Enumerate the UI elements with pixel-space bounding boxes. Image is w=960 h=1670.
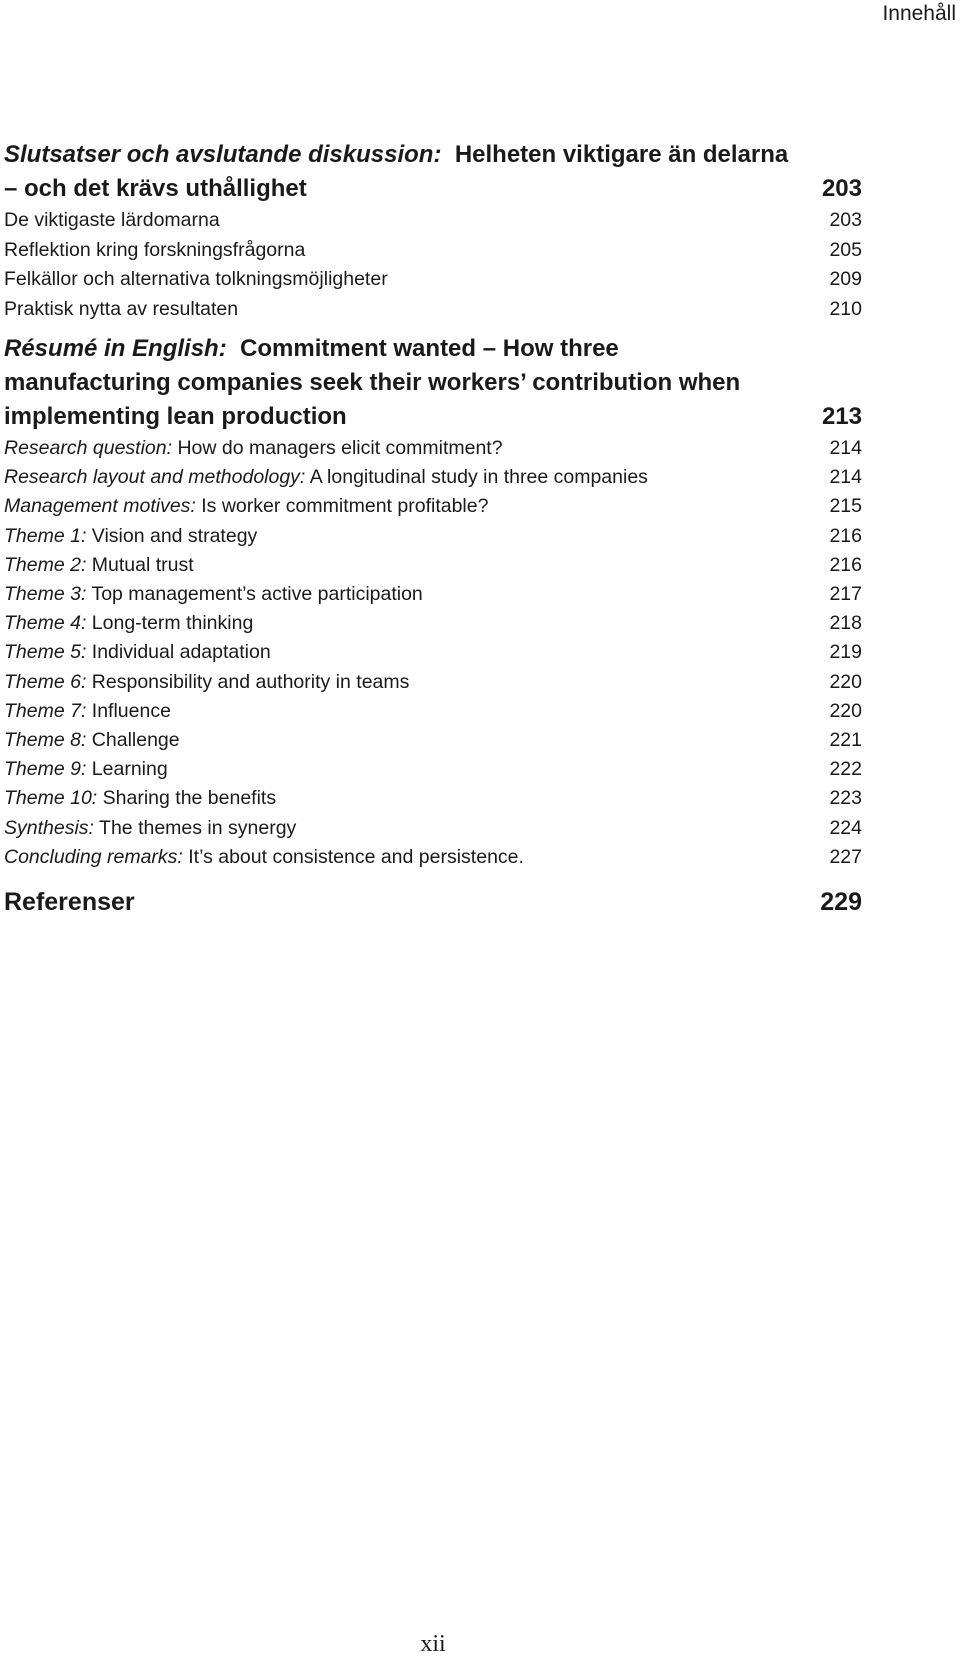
page-number: 218 [829, 612, 862, 635]
entry-title [4, 638, 271, 667]
page-number: 216 [829, 553, 862, 576]
entry-lead: Theme 1: [4, 524, 87, 547]
toc-entry[interactable] [4, 814, 862, 843]
entry-text: The themes in synergy [99, 816, 297, 839]
toc-entry[interactable] [4, 265, 862, 295]
chapter-title-line-1 [4, 138, 862, 172]
page-number: 203 [821, 175, 862, 202]
toc-entry[interactable] [4, 522, 862, 551]
entry-lead: Theme 2: [4, 553, 87, 576]
chapter-title-line-2 [4, 172, 862, 206]
toc-entry[interactable] [4, 638, 862, 667]
entry-text: Sharing the benefits [102, 787, 277, 810]
entry-lead: Theme 9: [4, 758, 87, 781]
entry-title: Felkällor och alternativa tolkningsmöjligheter [4, 268, 388, 290]
entry-text: Mutual trust [91, 553, 194, 576]
entry-title: De viktigaste lärdomarna [4, 209, 220, 231]
chapter-title-line-1 [4, 332, 862, 366]
toc-entry[interactable] [4, 726, 862, 755]
entry-title [4, 463, 648, 492]
toc-entry[interactable] [4, 295, 862, 325]
entry-lead: Management motives: [4, 495, 196, 518]
entry-lead: Theme 3: [4, 583, 87, 606]
entry-title: Praktisk nytta av resultaten [4, 297, 239, 320]
page-number: 216 [829, 524, 862, 547]
page-number: 229 [820, 888, 862, 917]
entry-title [4, 580, 423, 609]
entry-lead: Theme 4: [4, 612, 87, 635]
entry-text: It’s about consistence and persistence. [188, 845, 524, 868]
chapter-lead: Slutsatser och avslutande diskussion: [4, 141, 442, 168]
chapter-title-continued: – och det krävs uthållighet [4, 175, 307, 202]
page-number: 221 [829, 729, 862, 752]
toc-entry[interactable] [4, 434, 862, 463]
toc-entry[interactable] [4, 551, 862, 580]
toc-chapter-heading[interactable] [4, 138, 862, 206]
entry-title [4, 726, 180, 755]
toc-entry[interactable] [4, 492, 862, 521]
references-title: Referenser [4, 888, 135, 917]
page-number: 209 [829, 268, 862, 290]
entry-text: Learning [91, 758, 168, 781]
toc-entry[interactable] [4, 609, 862, 638]
toc-entry[interactable] [4, 206, 862, 236]
chapter-title-continued: implementing lean production [4, 403, 347, 430]
running-header: Innehåll [882, 2, 956, 25]
entry-title: Reflektion kring forskningsfrågorna [4, 238, 306, 261]
page-number: 217 [829, 583, 862, 606]
entry-title [4, 609, 253, 638]
entry-text: Long-term thinking [91, 612, 254, 635]
entry-lead: Theme 8: [4, 729, 87, 752]
page-number: 227 [829, 845, 862, 868]
page-folio: xii [420, 1631, 446, 1657]
page-number: 222 [829, 758, 862, 781]
table-of-contents [4, 138, 862, 920]
entry-lead: Theme 6: [4, 670, 87, 693]
toc-entry[interactable] [4, 463, 862, 492]
entry-lead: Research question: [4, 437, 173, 459]
entry-lead: Theme 5: [4, 641, 87, 664]
chapter-title-line-3 [4, 400, 862, 434]
entry-title [4, 551, 194, 580]
page-number: 210 [829, 297, 862, 320]
page-number: 220 [829, 699, 862, 722]
toc-entry[interactable] [4, 697, 862, 726]
page-number: 224 [829, 816, 862, 839]
toc-chapter-heading[interactable] [4, 332, 862, 434]
page-number: 205 [829, 238, 862, 261]
chapter-title: Helheten viktigare än delarna [454, 141, 789, 168]
entry-lead: Concluding remarks: [4, 845, 183, 868]
toc-entry[interactable] [4, 755, 862, 784]
chapter-title: Commitment wanted – How three [240, 335, 619, 362]
entry-text: Top management’s active participation [91, 583, 423, 606]
entry-title [4, 668, 409, 697]
page-number: 223 [829, 787, 862, 810]
section2-entries [4, 434, 862, 872]
entry-lead: Theme 10: [4, 787, 98, 810]
entry-title [4, 784, 276, 813]
toc-entry[interactable] [4, 843, 862, 872]
entry-title [4, 492, 488, 521]
entry-text: A longitudinal study in three companies [309, 466, 648, 489]
entry-text: Is worker commitment profitable? [201, 495, 489, 518]
toc-entry[interactable] [4, 580, 862, 609]
page-number: 215 [829, 495, 862, 518]
section1-entries [4, 206, 862, 324]
chapter-title-line-2: manufacturing companies seek their workers’ contribution when [4, 369, 741, 396]
entry-lead: Synthesis: [4, 816, 94, 839]
chapter-lead: Résumé in English: [4, 335, 227, 362]
entry-title [4, 434, 503, 463]
entry-title [4, 522, 257, 551]
entry-text: Responsibility and authority in teams [91, 670, 410, 693]
toc-entry[interactable] [4, 236, 862, 266]
page-number: 203 [829, 209, 862, 231]
page-number: 214 [829, 466, 862, 489]
entry-text: Individual adaptation [91, 641, 271, 664]
entry-title [4, 755, 168, 784]
toc-references-entry[interactable] [4, 884, 862, 920]
toc-entry[interactable] [4, 668, 862, 697]
entry-text: Challenge [91, 729, 180, 752]
page-number: 214 [829, 437, 862, 459]
entry-title [4, 814, 296, 843]
entry-lead: Theme 7: [4, 699, 87, 722]
entry-title [4, 697, 171, 726]
page-number: 213 [821, 403, 862, 430]
entry-text: How do managers elicit commitment? [177, 437, 503, 459]
entry-title [4, 843, 524, 872]
entry-text: Vision and strategy [91, 524, 258, 547]
page-number: 220 [829, 670, 862, 693]
entry-lead: Research layout and methodology: [4, 466, 306, 489]
entry-text: Influence [91, 699, 171, 722]
page-number: 219 [829, 641, 862, 664]
toc-entry[interactable] [4, 784, 862, 813]
